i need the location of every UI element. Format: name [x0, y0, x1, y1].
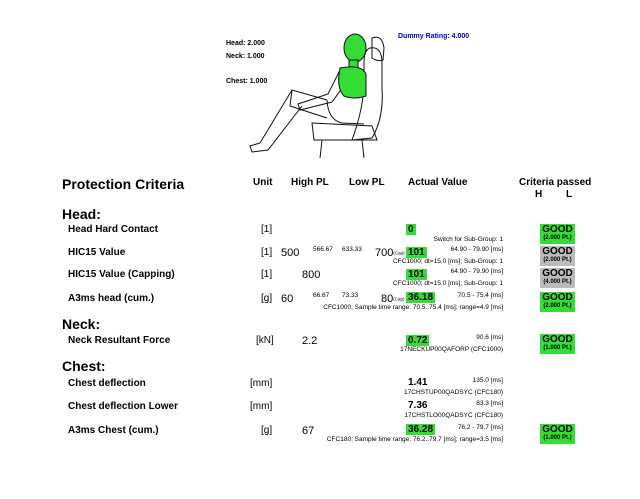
badge-points: (2.000 Pt.) [543, 235, 572, 241]
col-low-pl: Low PL [349, 177, 385, 188]
leg-lower [250, 90, 302, 152]
col-criteria: Criteria passed [519, 177, 592, 188]
row-unit: [g] [261, 425, 273, 436]
section-head: Head: [62, 206, 101, 222]
dummy-chest [339, 67, 366, 98]
badge-text: GOOD [542, 246, 573, 257]
low-pl-number: 80 [381, 293, 394, 305]
info-line: 70.5 - 75.4 [ms] [457, 292, 503, 299]
info-line: 64.90 - 79.90 [ms] [450, 268, 503, 275]
dummy-figure [232, 28, 392, 163]
row-unit: [kN] [256, 335, 274, 346]
info-line: CFC1000; dt=15.0 [ms]; Sub-Group: 1 [392, 258, 503, 265]
row-label: HIC15 Value (Capping) [68, 269, 175, 280]
cap-marker: (Cap) [393, 250, 405, 256]
low-pl-number: 700 [375, 247, 394, 259]
row-label: Chest deflection Lower [68, 401, 179, 412]
actual-value: 7.36 [408, 400, 428, 411]
row-label: Neck Resultant Force [68, 335, 171, 346]
info-line: 17CHSTUP00QADSYC (CFC180) [404, 389, 503, 396]
info-line: 17NECKUP00QAFORP (CFC1000) [400, 346, 503, 353]
actual-value: 0.72 [408, 335, 428, 346]
chest-score-label: Chest: 1.000 [226, 78, 268, 85]
row-unit: [1] [261, 247, 273, 258]
high-pl-value: 2.2 [302, 335, 318, 347]
badge-text: GOOD [542, 268, 573, 279]
head-score-label: Head: 2.000 [226, 40, 265, 47]
actual-value: 101 [408, 247, 425, 258]
seat-base [312, 123, 377, 140]
badge-points: (4.000 Pt.) [543, 279, 572, 285]
badge-points: (2.000 Pt.) [543, 257, 572, 263]
actual-value: 0 [408, 224, 414, 235]
info-line: 17CHSTLO00QADSYC (CFC180) [404, 412, 503, 419]
row-unit: [mm] [250, 401, 273, 412]
badge-text: GOOD [542, 424, 573, 435]
status-badge [540, 268, 575, 288]
neck-score-label: Neck: 1.000 [226, 53, 265, 60]
high-pl-value: 67 [302, 425, 315, 437]
info-line: 76.2 - 79.7 [ms] [457, 424, 503, 431]
high-pl-value: 60 [281, 293, 294, 305]
status-badge [540, 334, 575, 354]
status-badge [540, 224, 575, 244]
info-line: CFC180; Sample time range: 76.2..79.7 [ms]; range=3.5 [ms] [326, 436, 503, 443]
page-title: Protection Criteria [62, 176, 185, 192]
pl-step-2: 73.33 [342, 292, 359, 299]
high-pl-value: 800 [302, 269, 321, 281]
row-unit: [1] [261, 224, 273, 235]
col-l: L [566, 189, 573, 200]
badge-points: (2.000 Pt.) [543, 303, 572, 309]
headrest [372, 37, 384, 61]
actual-value: 101 [408, 269, 425, 280]
badge-text: GOOD [542, 224, 573, 235]
col-actual: Actual Value [408, 177, 468, 188]
dummy-rating: Dummy Rating: 4.000 [398, 33, 470, 40]
row-label: HIC15 Value [68, 247, 126, 258]
info-line: 90.6 [ms] [476, 334, 503, 341]
info-line: Switch for Sub-Group: 1 [433, 236, 503, 243]
status-badge [540, 292, 575, 312]
badge-text: GOOD [542, 292, 573, 303]
info-line: 64.90 - 79.90 [ms] [450, 246, 503, 253]
actual-value: 36.28 [408, 424, 434, 435]
pl-step-1: 566.67 [313, 246, 333, 253]
section-neck: Neck: [62, 316, 101, 332]
badge-points: (1.000 Pt.) [543, 345, 572, 351]
info-line: CFC1000; dt=15.0 [ms]; Sub-Group: 1 [392, 280, 503, 287]
dummy-head [344, 34, 366, 62]
status-badge [540, 424, 575, 444]
row-label: A3ms head (cum.) [68, 293, 155, 304]
row-label: Head Hard Contact [68, 224, 159, 235]
row-unit: [mm] [250, 378, 273, 389]
row-label: A3ms Chest (cum.) [68, 425, 159, 436]
col-h: H [535, 189, 543, 200]
high-pl-value: 500 [281, 247, 300, 259]
badge-text: GOOD [542, 334, 573, 345]
status-badge [540, 246, 575, 266]
info-line: 83.3 [ms] [476, 400, 503, 407]
row-label: Chest deflection [68, 378, 146, 389]
badge-points: (1.000 Pt.) [543, 435, 572, 441]
section-chest: Chest: [62, 358, 106, 374]
actual-value: 36.18 [408, 292, 434, 303]
actual-value: 1.41 [408, 377, 428, 388]
pl-step-2: 633.33 [342, 246, 362, 253]
row-unit: [1] [261, 269, 273, 280]
cap-marker: (Cap) [393, 296, 405, 302]
row-unit: [g] [261, 293, 273, 304]
col-high-pl: High PL [291, 177, 329, 188]
pl-step-1: 66.67 [313, 292, 330, 299]
info-line: CFC1000; Sample time range: 70.5..75.4 [ms]; range=4.9 [ms] [323, 304, 503, 311]
col-unit: Unit [253, 177, 273, 188]
info-line: 135.0 [ms] [472, 377, 503, 384]
